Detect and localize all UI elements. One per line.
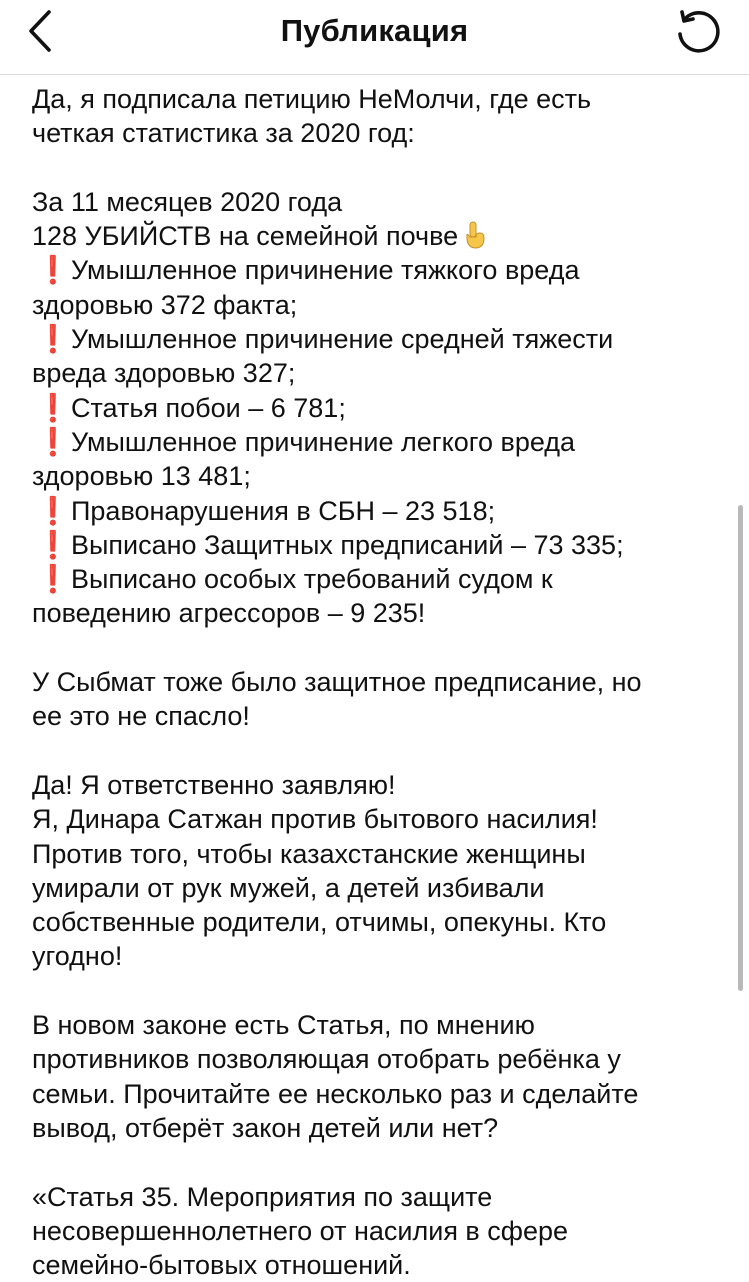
exclamation-icon: ❗	[36, 324, 70, 355]
stat-item: ❗Умышленное причинение легкого вреда	[32, 425, 722, 459]
stat-item-cont: вреда здоровью 327;	[32, 358, 296, 389]
caption-line	[32, 219, 722, 253]
stat-item: ❗Умышленное причинение средней тяжести	[32, 322, 722, 356]
caption-line: противников позволяющая отобрать ребёнка у	[32, 1044, 621, 1075]
stat-item: ❗Статья побои – 6 781;	[32, 391, 722, 425]
exclamation-icon: ❗	[36, 529, 70, 560]
caption-line: У Сыбмат тоже было защитное предписание, но	[32, 667, 642, 698]
scrollbar[interactable]	[738, 505, 743, 991]
caption-line: Да, я подписала петицию НеМолчи, где есть	[32, 84, 592, 114]
page-title: Публикация	[280, 13, 469, 48]
exclamation-icon: ❗	[36, 495, 70, 526]
stat-item-cont: здоровью 372 факта;	[32, 289, 298, 320]
caption-line: Я, Динара Сатжан против бытового насилия!	[32, 804, 598, 835]
caption-line: Против того, чтобы казахстанские женщины	[32, 838, 586, 869]
pointing-up-emoji-icon	[462, 221, 488, 249]
top-bar	[0, 0, 749, 75]
caption-line: угодно!	[32, 941, 123, 972]
caption-line: четкая статистика за 2020 год:	[32, 118, 415, 149]
stat-item-cont: здоровью 13 481;	[32, 461, 251, 492]
exclamation-icon: ❗	[36, 426, 70, 457]
exclamation-icon: ❗	[36, 564, 70, 595]
caption-line: несовершеннолетнего от насилия в сфере	[32, 1215, 569, 1246]
caption-line: собственные родители, отчимы, опекуны. Кто	[32, 907, 607, 938]
caption-line: Да! Я ответственно заявляю!	[32, 769, 396, 800]
exclamation-icon: ❗	[36, 392, 70, 423]
stat-item: ❗Правонарушения в СБН – 23 518;	[32, 494, 722, 528]
post-caption	[32, 82, 722, 1282]
killings-count-text: 128 УБИЙСТВ на семейной почве	[32, 221, 459, 252]
caption-line: семейно-бытовых отношений.	[32, 1250, 411, 1281]
caption-line: семьи. Прочитайте ее несколько раз и сделайте	[32, 1078, 639, 1109]
stat-item: ❗Выписано особых требований судом к	[32, 562, 722, 596]
stat-item: ❗Умышленное причинение тяжкого вреда	[32, 253, 722, 287]
refresh-button[interactable]	[671, 6, 723, 56]
exclamation-icon: ❗	[36, 255, 70, 286]
stat-item-cont: поведению агрессоров – 9 235!	[32, 598, 426, 629]
caption-line: За 11 месяцев 2020 года	[32, 186, 343, 217]
stat-item: ❗Выписано Защитных предписаний – 73 335;	[32, 528, 722, 562]
caption-line: «Статья 35. Мероприятия по защите	[32, 1181, 493, 1212]
refresh-icon	[673, 7, 721, 55]
caption-line: В новом законе есть Статья, по мнению	[32, 1010, 535, 1041]
caption-line: вывод, отберёт закон детей или нет?	[32, 1112, 499, 1143]
caption-line: ее это не спасло!	[32, 701, 250, 732]
caption-line: умирали от рук мужей, а детей избивали	[32, 872, 545, 903]
